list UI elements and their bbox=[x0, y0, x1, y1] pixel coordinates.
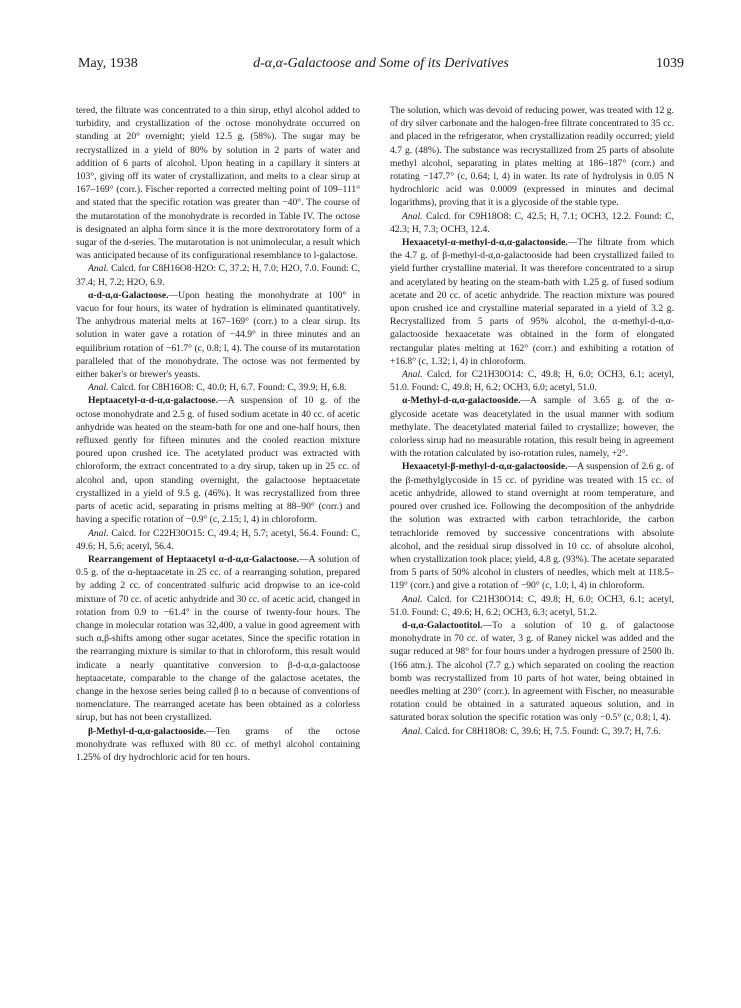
body-paragraph bbox=[390, 619, 674, 725]
analysis-paragraph bbox=[390, 368, 674, 394]
right-column bbox=[390, 104, 674, 962]
paragraph-text: The solution, which was devoid of reducing power, was treated with 12 g. of dry silver carbonate and the halogen-free filtrate concentrated to 35 cc. and placed in the refrigerator, when crystallization readily occurred; yield 4.7 g. (48%). The substance was recrystallized from 25 parts of absolute methyl alcohol, separating in plates melting at 186–187° (corr.) and rotating −147.7° (c, 0.64; l, 4) in water. Its rate of hydrolysis in 0.05 N hydrochloric acid was 0.0009 (expressed in minutes and decimal logarithms), proving that it is a glycoside of the stable type. bbox=[390, 105, 674, 209]
paragraph-text: —A sample of 3.65 g. of the α-glycoside acetate was deacetylated in the usual manner with sodium methylate. The deacetylated material failed to crystallize; however, the colorless sirup had no measurable rotation, this result being in agreement with the rotation calculated by iso-rotation rules, namely, +2°. bbox=[390, 395, 674, 460]
paragraph-text: —The filtrate from which the 4.7 g. of β-methyl-d-α,α-galactooside had been crystallized failed to yield further crystalline material. It was therefore concentrated to a sirup and acetylated by heating on the steam-bath with 1.25 g. of fused sodium acetate and 20 cc. of acetic anhydride. The reaction mixture was poured upon crushed ice and crystalline material separated in a yield of 3.2 g. Recrystallized from 5 parts of 95% alcohol, the α-methyl-d-α,α-galactooside hexaacetate was obtained in the form of elongated rectangular plates melting at 162° (corr.) and exhibiting a rotation of +16.8° (c, 1.32; l, 4) in chloroform. bbox=[390, 237, 674, 367]
analysis-label: Anal. bbox=[88, 382, 109, 394]
analysis-paragraph bbox=[390, 210, 674, 236]
analysis-text: Calcd. for C21H30O14: C, 49.8; H, 6.0; OCH3, 6.1; acetyl, 51.0. Found: C, 49.6; H, 6.2; OCH3, 6.3; acetyl, 51.2. bbox=[390, 593, 674, 618]
analysis-label: Anal. bbox=[402, 369, 423, 381]
body-paragraph bbox=[76, 394, 360, 526]
section-heading: α-d-α,α-Galactoose. bbox=[88, 289, 169, 301]
analysis-text: Calcd. for C21H30O14: C, 49.8; H, 6.0; OCH3, 6.1; acetyl, 51.0. Found: C, 49.8; H, 6.2; OCH3, 6.0; acetyl, 51.0. bbox=[390, 369, 674, 394]
paragraph-text: —To a solution of 10 g. of galactoose monohydrate in 70 cc. of water, 3 g. of Raney nickel was added and the sugar reduced at 98° for four hours under a hydrogen pressure of 2500 lb. (166 atm.). The alcohol (7.7 g.) which separated on cooling the reaction bomb was recrystallized from 10 parts of hot water, being obtained in needles melting at 230° (corr.). In agreement with Fischer, no measurable rotation could be obtained in a saturated aqueous solution, and in saturated borax solution the specific rotation was only −0.5° (c, 0.8; l, 4). bbox=[390, 619, 674, 724]
running-header bbox=[78, 56, 684, 80]
analysis-label: Anal. bbox=[402, 725, 423, 737]
page-number: 1039 bbox=[656, 56, 684, 71]
analysis-label: Anal. bbox=[88, 527, 109, 539]
analysis-text: Calcd. for C22H30O15: C, 49.4; H, 5.7; acetyl, 56.4. Found: C, 49.6; H, 5.6; acetyl, 56.4. bbox=[76, 527, 360, 552]
analysis-text: Calcd. for C8H16O8·H2O: C, 37.2; H, 7.0; H2O, 7.0. Found: C, 37.4; H, 7.2; H2O, 6.9. bbox=[76, 263, 360, 288]
analysis-label: Anal. bbox=[88, 263, 109, 275]
paragraph-text: —A suspension of 10 g. of the octose monohydrate and 2.5 g. of fused sodium acetate in 40 cc. of acetic anhydride was heated on the steam-bath for one and one-half hours, then refluxed gently for fifteen minutes and the cooled reaction mixture poured upon crushed ice. The acetylated product was extracted with chloroform, the extract concentrated to a dry sirup, taken up in 25 cc. of alcohol and, upon standing overnight, the galactoose heptaacetate crystallized in a yield of 9.5 g. (46%). It was recrystallized from three parts of acetic acid, separating in prisms melting at 88–90° (corr.) and having a specific rotation of −0.9° (c, 2.15; l, 4) in chloroform. bbox=[76, 395, 360, 526]
body-paragraph bbox=[390, 236, 674, 368]
section-heading: d-α,α-Galactootitol. bbox=[402, 619, 483, 631]
analysis-paragraph bbox=[76, 381, 360, 394]
section-heading: α-Methyl-d-α,α-galactooside. bbox=[402, 395, 521, 407]
paragraph-text: —A solution of 0.5 g. of the α-heptaacetate in 25 cc. of a rearranging solution, prepared by adding 2 cc. of concentrated sulfuric acid dropwise to an ice-cold mixture of 70 cc. of acetic anhydride and 30 cc. of acetic acid, changed in rotation from 0.9 to −61.4° in the course of twenty-four hours. The change in molecular rotation was 32,400, a value in good agreement with such α,β-shifts among other sugar acetates. Since the specific rotation in the rearranging mixture is similar to that in chloroform, this result would indicate a nearly quantitative conversion to β-d-α,α-galactoose heptaacetate, comparable to the change of the galactose acetates, the change in the hexose series being called β to α because of conventions of nomenclature. The rearranged acetate has been obtained as a colorless sirup, but has not been crystallized. bbox=[76, 553, 360, 724]
body-paragraph bbox=[76, 725, 360, 765]
body-paragraph bbox=[76, 289, 360, 381]
paragraph-text: tered, the filtrate was concentrated to a thin sirup, ethyl alcohol added to turbidity, and crystallization of the octose monohydrate occurred on standing at 20° overnight; yield 12.5 g. (58%). The sugar may be recrystallized in a yield of 80% by solution in 2 parts of water and addition of 6 parts of alcohol. Upon heating in a capillary it sinters at 103°, giving off its water of crystallization, and melts to a clear sirup at 167–169° (corr.). Fischer reported a corrected melting point of 109–111° and stated that the specific rotation was greater than −40°. The course of the mutarotation of the monohydrate is recorded in Table IV. The octose is designated an alpha form since it is the more dextrorotatory form of a sugar of the d-series. The mutarotation is not unimolecular, a result which was anticipated because of its configurational resemblance to l-galactose. bbox=[76, 105, 360, 262]
body-paragraph bbox=[390, 394, 674, 460]
analysis-text: Calcd. for C8H18O8: C, 39.6; H, 7.5. Found: C, 39.7; H, 7.6. bbox=[422, 725, 661, 737]
analysis-paragraph bbox=[390, 593, 674, 619]
analysis-label: Anal. bbox=[402, 593, 423, 605]
header-date: May, 1938 bbox=[78, 56, 138, 71]
header-title: d-α,α-Galactoose and Some of its Derivatives bbox=[253, 56, 509, 71]
left-column bbox=[76, 104, 360, 962]
analysis-text: Calcd. for C9H18O8: C, 42.5; H, 7.1; OCH3, 12.2. Found: C, 42.3; H, 7.3; OCH3, 12.4. bbox=[390, 210, 674, 235]
body-paragraph bbox=[390, 460, 674, 592]
paragraph-text: —Upon heating the monohydrate at 100° in vacuo for four hours, its water of hydration is eliminated quantitatively. The anhydrous material melts at 167–169° (corr.) to a clear sirup. Its solution in water gave a rotation of −44.9° in three minutes and an equilibrium rotation of −61.7° (c, 0.8; l, 4). The course of its mutarotation paralleled that of the monohydrate. The octose was not fermented by either baker's or brewer's yeasts. bbox=[76, 289, 360, 381]
analysis-paragraph bbox=[76, 527, 360, 553]
section-heading: Rearrangement of Heptaacetyl α-d-α,α-Galactoose. bbox=[88, 553, 300, 565]
section-heading: Hexaacetyl-β-methyl-d-α,α-galactooside. bbox=[402, 461, 568, 473]
paragraph-text: —Ten grams of the octose monohydrate was refluxed with 80 cc. of methyl alcohol containing 1.25% of dry hydrochloric acid for ten hours. bbox=[76, 725, 360, 763]
paragraph-text: —A suspension of 2.6 g. of the β-methylglycoside in 15 cc. of pyridine was treated with 15 cc. of acetic anhydride, allowed to stand overnight at room temperature, and poured over crushed ice. Following the decomposition of the anhydride the solution was extracted with carbon tetrachloride, the carbon tetrachloride removed by successive concentrations with absolute alcohol, and the residual sirup dissolved in 10 cc. of absolute alcohol, when crystallization took place; yield, 4.8 g. (93%). The acetate separated from 5 parts of 50% alcohol in clusters of needles, which melt at 118.5–119° (corr.) and give a rotation of −90° (c, 1.0; l, 4) in chloroform. bbox=[390, 461, 674, 592]
analysis-paragraph bbox=[76, 262, 360, 288]
body-paragraph bbox=[76, 104, 360, 262]
analysis-label: Anal. bbox=[402, 210, 423, 222]
body-paragraph bbox=[390, 104, 674, 210]
analysis-paragraph bbox=[390, 725, 674, 738]
body-paragraph bbox=[76, 553, 360, 725]
section-heading: Hexaacetyl-α-methyl-d-α,α-galactooside. bbox=[402, 237, 568, 249]
section-heading: Heptaacetyl-α-d-α,α-galactoose. bbox=[88, 395, 219, 407]
section-heading: β-Methyl-d-α,α-galactooside. bbox=[88, 725, 207, 737]
analysis-text: Calcd. for C8H16O8: C, 40.0; H, 6.7. Found: C, 39.9; H, 6.8. bbox=[108, 382, 347, 394]
